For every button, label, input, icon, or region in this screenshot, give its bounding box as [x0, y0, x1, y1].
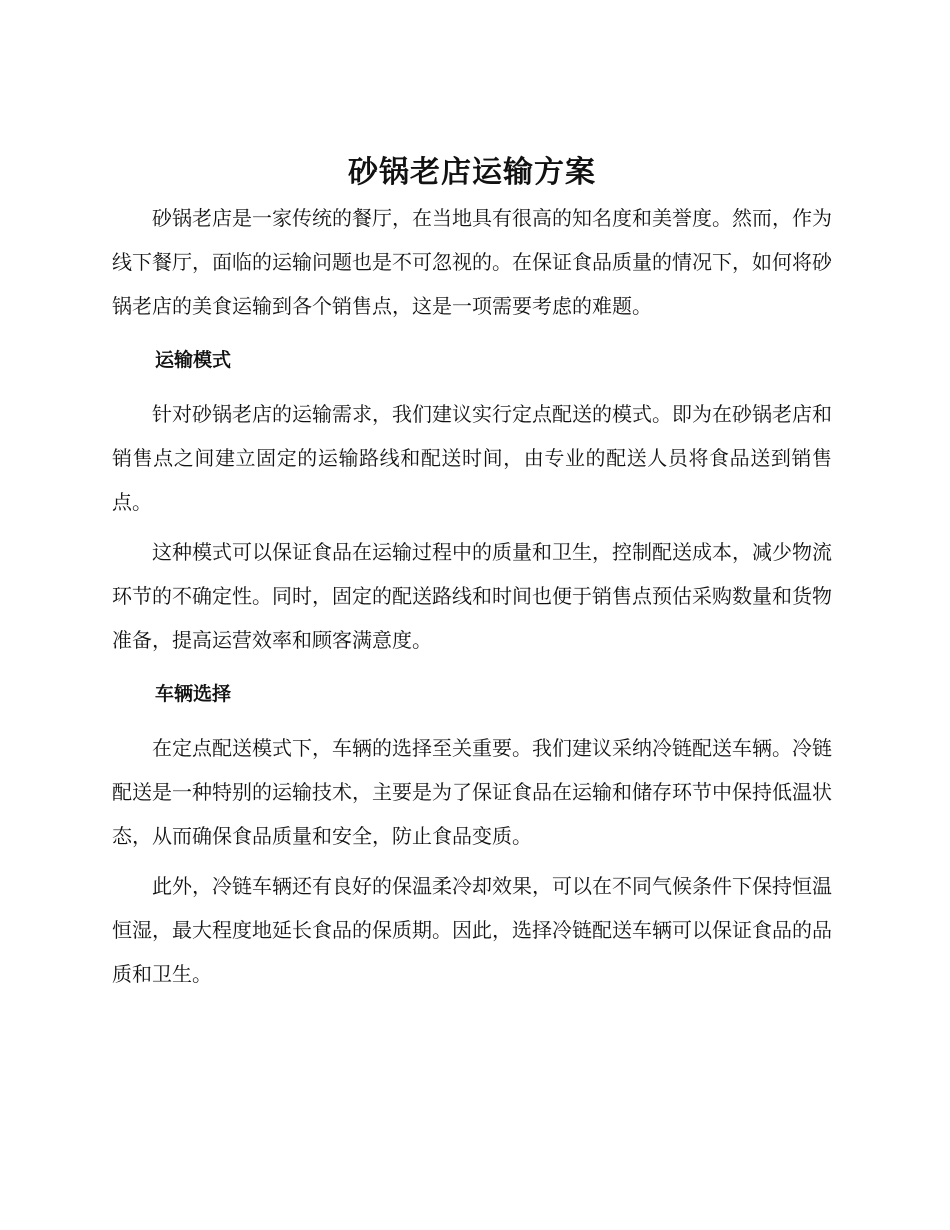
intro-paragraph: 砂锅老店是一家传统的餐厅，在当地具有很高的知名度和美誉度。然而，作为线下餐厅，面临的运输问题也是不可忽视的。在保证食品质量的情况下，如何将砂锅老店的美食运输到各个销售点，这是一项需要考虑的难题。: [112, 206, 832, 318]
document-title: 砂锅老店运输方案: [348, 155, 596, 190]
document-page: [112, 150, 832, 996]
section-heading-transport-mode: 运输模式: [155, 349, 232, 371]
section-heading-vehicle-selection: 车辆选择: [155, 683, 232, 705]
section-paragraph: 这种模式可以保证食品在运输过程中的质量和卫生，控制配送成本，减少物流环节的不确定性。同时，固定的配送路线和时间也便于销售点预估采购数量和货物准备，提高运营效率和顾客满意度。: [112, 540, 832, 652]
section-paragraph: 此外，冷链车辆还有良好的保温柔冷却效果，可以在不同气候条件下保持恒温恒湿，最大程度地延长食品的保质期。因此，选择冷链配送车辆可以保证食品的品质和卫生。: [112, 874, 832, 986]
section-paragraph: 针对砂锅老店的运输需求，我们建议实行定点配送的模式。即为在砂锅老店和销售点之间建立固定的运输路线和配送时间，由专业的配送人员将食品送到销售点。: [112, 402, 832, 514]
section-paragraph: 在定点配送模式下，车辆的选择至关重要。我们建议采纳冷链配送车辆。冷链配送是一种特别的运输技术，主要是为了保证食品在运输和储存环节中保持低温状态，从而确保食品质量和安全，防止食品变质。: [112, 736, 832, 848]
